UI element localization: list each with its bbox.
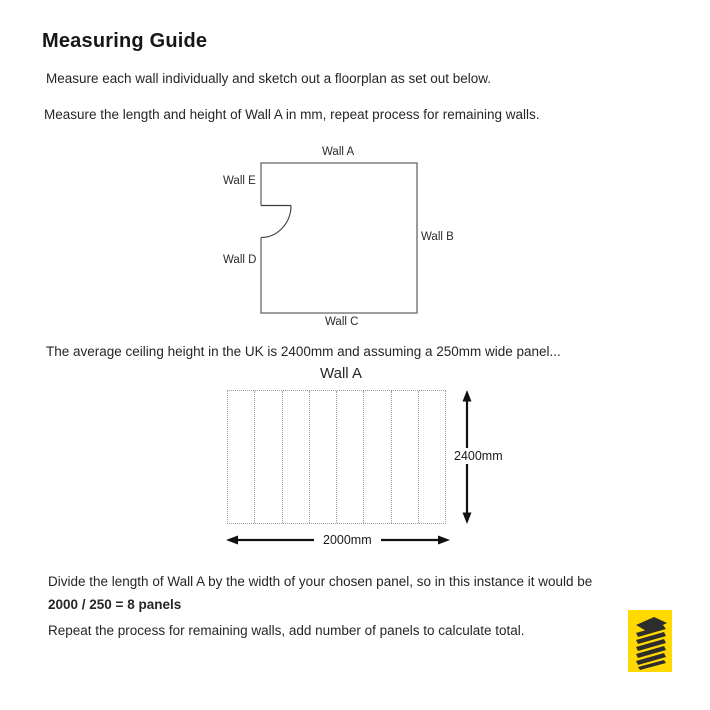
- ceiling-note: The average ceiling height in the UK is 2400mm and assuming a 250mm wide panel...: [46, 344, 561, 359]
- floorplan-wall-d-label: Wall D: [223, 254, 257, 266]
- panel-diagram-title: Wall A: [320, 365, 362, 382]
- panel-cell: [310, 391, 337, 523]
- floorplan-wall-e-label: Wall E: [223, 175, 256, 187]
- height-dimension-label: 2400mm: [454, 449, 503, 463]
- panel-cell: [255, 391, 282, 523]
- panel-cell: [364, 391, 391, 523]
- panel-stack-logo: [628, 610, 672, 672]
- calc-line-1: Divide the length of Wall A by the width of your chosen panel, so in this instance it would be: [48, 574, 593, 589]
- intro-line-2: Measure the length and height of Wall A in mm, repeat process for remaining walls.: [44, 107, 540, 122]
- calc-line-2: Repeat the process for remaining walls, add number of panels to calculate total.: [48, 623, 525, 638]
- panel-cell: [337, 391, 364, 523]
- door-swing-arc: [261, 206, 291, 238]
- panel-cell: [392, 391, 419, 523]
- floorplan-wall-c-label: Wall C: [325, 316, 359, 328]
- page-title: Measuring Guide: [42, 30, 208, 52]
- intro-line-1: Measure each wall individually and sketch out a floorplan as set out below.: [46, 71, 492, 86]
- width-dimension-label: 2000mm: [314, 532, 381, 548]
- floorplan-wall-b-label: Wall B: [421, 231, 454, 243]
- calc-formula: 2000 / 250 = 8 panels: [48, 597, 182, 612]
- panel-cell: [283, 391, 310, 523]
- floorplan-outline: [261, 163, 417, 313]
- panel-cell: [228, 391, 255, 523]
- floorplan-wall-a-label: Wall A: [322, 146, 355, 158]
- panel-cell: [419, 391, 445, 523]
- panel-grid: [227, 390, 446, 524]
